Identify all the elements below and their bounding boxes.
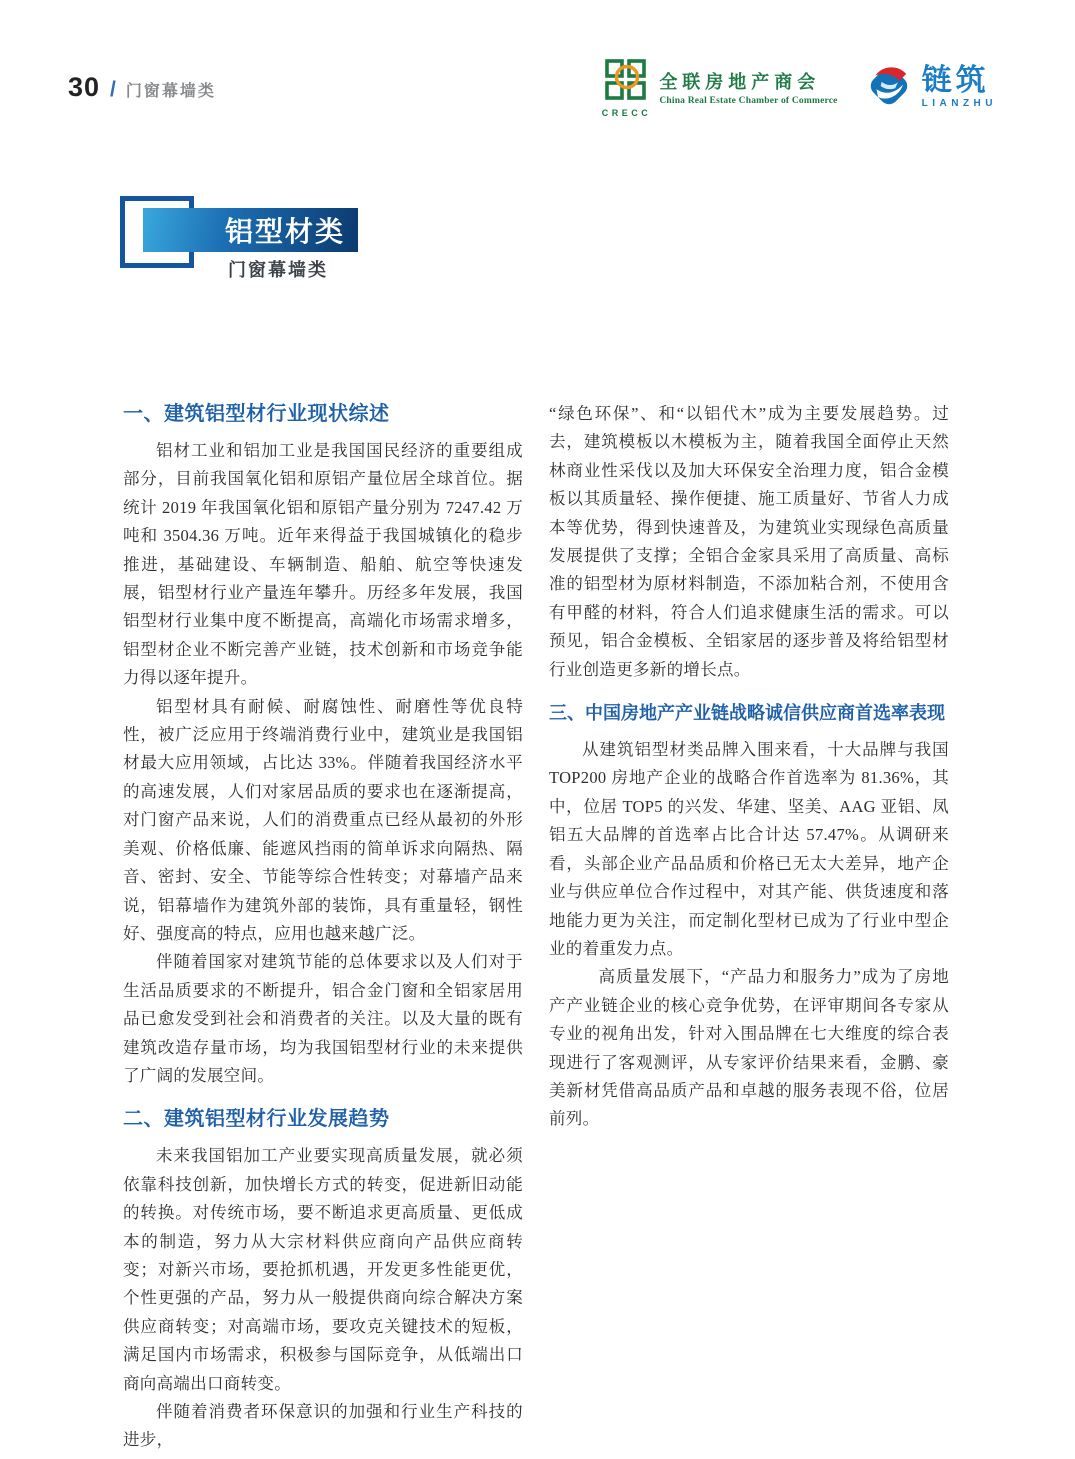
crecc-names (659, 58, 837, 106)
right-column (549, 400, 949, 1455)
crecc-name-cn: 全联房地产商会 (659, 72, 821, 92)
paragraph: 高质量发展下，“产品力和服务力”成为了房地产产业链企业的核心竞争优势，在评审期间各专家从专业的视角出发，针对入围品牌在七大维度的综合表现进行了客观测评，从专家评价结果来看，金鹏、豪美新材凭借高品质产品和卓越的服务表现不俗，位居前列。 (549, 967, 949, 1129)
section-title-block (120, 196, 540, 306)
heading-development-trend: 二、建筑铝型材行业发展趋势 (123, 1108, 390, 1131)
paragraph: 从建筑铝型材类品牌入围来看，十大品牌与我国 TOP200 房地产企业的战略合作首选率为 81.36%，其中，位居 TOP5 的兴发、华建、坚美、AAG 亚铝、凤铝五大品牌的首选率占比合计达 57.47%。从调研来看，头部企业产品品质和价格已无太大差异，地产企业与供应单位合作过程中，对其产能、供货速度和落地能力更为关注，而定制化型材已成为了行业中型企业的着重发力点。 (549, 740, 949, 958)
paragraph: 伴随着国家对建筑节能的总体要求以及人们对于生活品质要求的不断提升，铝合金门窗和全铝家居用品已愈发受到社会和消费者的关注。以及大量的既有建筑改造存量市场，均为我国铝型材行业的未来提供了广阔的发展空间。 (123, 952, 523, 1085)
crecc-name-en: China Real Estate Chamber of Commerce (659, 96, 838, 106)
lianzhu-name-en: LIANZHU (921, 97, 997, 109)
crecc-abbr: CRECC (601, 108, 652, 118)
page-header-left (68, 72, 216, 103)
lianzhu-name-cn: 链筑 (921, 63, 990, 97)
crecc-logo (602, 58, 838, 118)
heading-industry-overview: 一、建筑铝型材行业现状综述 (123, 403, 390, 425)
paragraph: 铝材工业和铝加工业是我国国民经济的重要组成部分，目前我国氧化铝和原铝产量位居全球首位。据统计 2019 年我国氧化铝和原铝产量分别为 7247.42 万吨和 3504.36 万吨。近年来得益于我国城镇化的稳步推进，基础建设、车辆制造、船舶、航空等快速发展，铝型材行业产量连年攀升。历经多年发展，我国铝型材行业集中度不断提高，高端化市场需求增多，铝型材企业不断完善产业链，技术创新和市场竞争能力得以逐年提升。 (123, 441, 523, 688)
paragraph: 铝型材具有耐候、耐腐蚀性、耐磨性等优良特性，被广泛应用于终端消费行业中，建筑业是我国铝材最大应用领域，占比达 33%。伴随着我国经济水平的高速发展，人们对家居品质的要求也在逐渐提高，对门窗产品来说，人们的消费重点已经从最初的外形美观、价格低廉、能遮风挡雨的简单诉求向隔热、隔音、密封、安全、节能等综合性转变；对幕墙产品来说，铝幕墙作为建筑外部的装饰，具有重量轻，钢性好、强度高的特点，应用也越来越广泛。 (123, 696, 523, 943)
paragraph: 未来我国铝加工产业要实现高质量发展，就必须依靠科技创新，加快增长方式的转变，促进新旧动能的转换。对传统市场，要不断追求更高质量、更低成本的制造，努力从大宗材料供应商向产品供应商转变；对新兴市场，要抢抓机遇，开发更多性能更优，个性更强的产品，努力从一般提供商向综合解决方案供应商转变；对高端市场，要攻克关键技术的短板，满足国内市场需求，积极参与国际竞争，从低端出口商向高端出口商转变。 (123, 1146, 523, 1393)
crecc-logo-mark (602, 58, 652, 118)
lianzhu-diamond-icon (864, 61, 914, 116)
lianzhu-names (922, 61, 997, 109)
paragraph: 伴随着消费者环保意识的加强和行业生产科技的进步， (123, 1402, 523, 1450)
heading-supplier-preference: 三、中国房地产产业链战略诚信供应商首选率表现 (549, 703, 945, 724)
crecc-window-icon (604, 58, 650, 107)
page-number-separator: / (110, 78, 116, 101)
page-header-logos (602, 58, 997, 118)
paragraph: “绿色环保”、和“以铝代木”成为主要发展趋势。过去，建筑模板以木模板为主，随着我国全面停止天然林商业性采伐以及加大环保安全治理力度，铝合金模板以其质量轻、操作便捷、施工质量好、节省人力成本等优势，得到快速普及，为建筑业实现绿色高质量发展提供了支撑；全铝合金家具采用了高质量、高标准的铝型材为原材料制造，不添加粘合剂，不使用含有甲醛的材料，符合人们追求健康生活的需求。可以预见，铝合金模板、全铝家居的逐步普及将给铝型材行业创造更多新的增长点。 (549, 404, 949, 679)
left-column (123, 400, 523, 1455)
section-title: 铝型材类 (224, 216, 345, 247)
lianzhu-logo (864, 61, 997, 116)
section-subtitle: 门窗幕墙类 (228, 260, 328, 280)
article-body (123, 400, 949, 1455)
section-title-banner (143, 208, 358, 252)
page-category: 门窗幕墙类 (125, 83, 216, 100)
page-number: 30 (68, 72, 101, 102)
